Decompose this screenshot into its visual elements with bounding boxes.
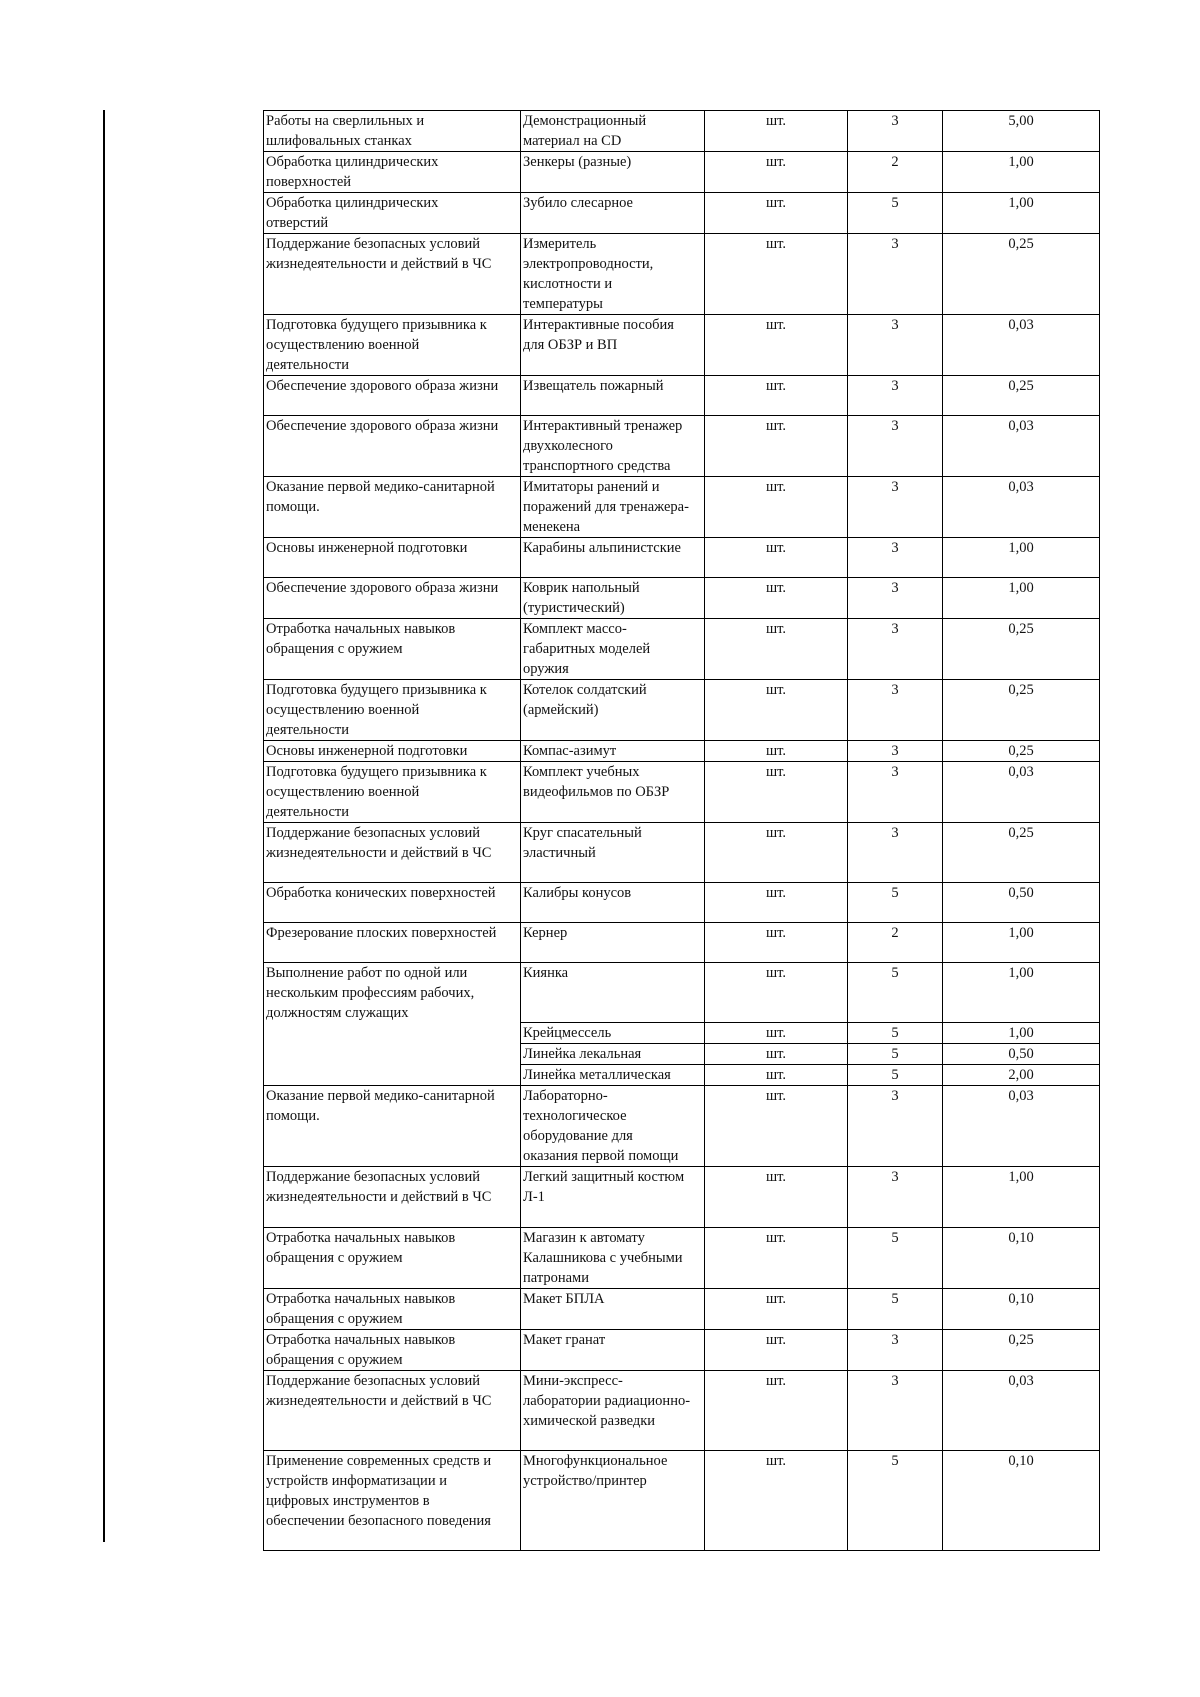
quantity-cell: 3 [848, 538, 943, 578]
item-cell: Карабины альпинистские [521, 538, 705, 578]
rate-cell: 0,25 [943, 823, 1100, 883]
unit-cell: шт. [705, 680, 848, 741]
table-row [264, 578, 1100, 619]
item-cell: Магазин к автомату Калашникова с учебными патронами [521, 1228, 705, 1289]
table-row [264, 741, 1100, 762]
quantity-cell: 3 [848, 111, 943, 152]
rate-cell: 0,10 [943, 1228, 1100, 1289]
quantity-cell: 5 [848, 193, 943, 234]
topic-cell: Поддержание безопасных условий жизнедеятельности и действий в ЧС [264, 1167, 521, 1228]
topic-cell: Оказание первой медико-санитарной помощи. [264, 1086, 521, 1167]
item-cell: Коврик напольный (туристический) [521, 578, 705, 619]
quantity-cell: 5 [848, 1023, 943, 1044]
topic-cell: Подготовка будущего призывника к осуществлению военной деятельности [264, 315, 521, 376]
equipment-table [263, 110, 1100, 1551]
unit-cell: шт. [705, 762, 848, 823]
quantity-cell: 3 [848, 1086, 943, 1167]
table-row [264, 1167, 1100, 1228]
unit-cell: шт. [705, 1065, 848, 1086]
unit-cell: шт. [705, 578, 848, 619]
topic-cell: Отработка начальных навыков обращения с оружием [264, 1228, 521, 1289]
rate-cell: 5,00 [943, 111, 1100, 152]
quantity-cell: 5 [848, 1289, 943, 1330]
item-cell: Извещатель пожарный [521, 376, 705, 416]
rate-cell: 1,00 [943, 578, 1100, 619]
rate-cell: 0,25 [943, 376, 1100, 416]
unit-cell: шт. [705, 1451, 848, 1551]
topic-cell: Работы на сверлильных и шлифовальных станках [264, 111, 521, 152]
unit-cell: шт. [705, 234, 848, 315]
topic-cell: Поддержание безопасных условий жизнедеятельности и действий в ЧС [264, 234, 521, 315]
rate-cell: 0,25 [943, 619, 1100, 680]
topic-cell: Оказание первой медико-санитарной помощи. [264, 477, 521, 538]
topic-cell: Основы инженерной подготовки [264, 538, 521, 578]
unit-cell: шт. [705, 823, 848, 883]
unit-cell: шт. [705, 1289, 848, 1330]
unit-cell: шт. [705, 1167, 848, 1228]
item-cell: Линейка лекальная [521, 1044, 705, 1065]
item-cell: Интерактивный тренажер двухколесного транспортного средства [521, 416, 705, 477]
item-cell: Имитаторы ранений и поражений для тренажера- менекена [521, 477, 705, 538]
table-row [264, 1330, 1100, 1371]
item-cell: Круг спасательный эластичный [521, 823, 705, 883]
quantity-cell: 2 [848, 923, 943, 963]
unit-cell: шт. [705, 538, 848, 578]
item-cell: Компас-азимут [521, 741, 705, 762]
table-row [264, 1228, 1100, 1289]
rate-cell: 1,00 [943, 1023, 1100, 1044]
topic-cell: Поддержание безопасных условий жизнедеятельности и действий в ЧС [264, 823, 521, 883]
quantity-cell: 3 [848, 1371, 943, 1451]
quantity-cell: 5 [848, 1228, 943, 1289]
table-row [264, 152, 1100, 193]
table-row [264, 1086, 1100, 1167]
quantity-cell: 3 [848, 376, 943, 416]
table-row [264, 315, 1100, 376]
table-row [264, 1371, 1100, 1451]
quantity-cell: 3 [848, 1167, 943, 1228]
table-row [264, 234, 1100, 315]
topic-cell: Обеспечение здорового образа жизни [264, 416, 521, 477]
rate-cell: 0,25 [943, 680, 1100, 741]
unit-cell: шт. [705, 1228, 848, 1289]
item-cell: Котелок солдатский (армейский) [521, 680, 705, 741]
rate-cell: 1,00 [943, 193, 1100, 234]
item-cell: Измеритель электропроводности, кислотности и температуры [521, 234, 705, 315]
quantity-cell: 3 [848, 741, 943, 762]
quantity-cell: 5 [848, 1451, 943, 1551]
quantity-cell: 3 [848, 1330, 943, 1371]
rate-cell: 0,50 [943, 883, 1100, 923]
quantity-cell: 3 [848, 315, 943, 376]
topic-cell: Выполнение работ по одной или нескольким профессиям рабочих, должностям служащих [264, 963, 521, 1086]
topic-cell: Отработка начальных навыков обращения с оружием [264, 619, 521, 680]
unit-cell: шт. [705, 1086, 848, 1167]
item-cell: Интерактивные пособия для ОБЗР и ВП [521, 315, 705, 376]
quantity-cell: 3 [848, 416, 943, 477]
item-cell: Комплект массо- габаритных моделей оружия [521, 619, 705, 680]
rate-cell: 0,25 [943, 741, 1100, 762]
quantity-cell: 3 [848, 578, 943, 619]
quantity-cell: 2 [848, 152, 943, 193]
table-row [264, 111, 1100, 152]
rate-cell: 0,25 [943, 1330, 1100, 1371]
topic-cell: Основы инженерной подготовки [264, 741, 521, 762]
quantity-cell: 3 [848, 619, 943, 680]
rate-cell: 0,03 [943, 315, 1100, 376]
item-cell: Киянка [521, 963, 705, 1023]
item-cell: Демонстрационный материал на CD [521, 111, 705, 152]
quantity-cell: 5 [848, 1065, 943, 1086]
unit-cell: шт. [705, 111, 848, 152]
unit-cell: шт. [705, 477, 848, 538]
item-cell: Макет БПЛА [521, 1289, 705, 1330]
unit-cell: шт. [705, 193, 848, 234]
topic-cell: Обеспечение здорового образа жизни [264, 578, 521, 619]
table-row [264, 376, 1100, 416]
rate-cell: 1,00 [943, 538, 1100, 578]
table-row [264, 1451, 1100, 1551]
item-cell: Комплект учебных видеофильмов по ОБЗР [521, 762, 705, 823]
topic-cell: Подготовка будущего призывника к осуществлению военной деятельности [264, 680, 521, 741]
rate-cell: 0,50 [943, 1044, 1100, 1065]
quantity-cell: 3 [848, 234, 943, 315]
quantity-cell: 5 [848, 963, 943, 1023]
topic-cell: Обеспечение здорового образа жизни [264, 376, 521, 416]
unit-cell: шт. [705, 376, 848, 416]
table-row [264, 1289, 1100, 1330]
item-cell: Многофункциональное устройство/принтер [521, 1451, 705, 1551]
topic-cell: Применение современных средств и устройств информатизации и цифровых инструментов в обеспечении безопасного поведения [264, 1451, 521, 1551]
table-row [264, 680, 1100, 741]
unit-cell: шт. [705, 923, 848, 963]
quantity-cell: 3 [848, 680, 943, 741]
rate-cell: 0,10 [943, 1451, 1100, 1551]
topic-cell: Отработка начальных навыков обращения с оружием [264, 1330, 521, 1371]
table-row [264, 538, 1100, 578]
table-row [264, 477, 1100, 538]
topic-cell: Обработка конических поверхностей [264, 883, 521, 923]
table-row [264, 823, 1100, 883]
unit-cell: шт. [705, 1023, 848, 1044]
topic-cell: Обработка цилиндрических отверстий [264, 193, 521, 234]
quantity-cell: 3 [848, 762, 943, 823]
topic-cell: Поддержание безопасных условий жизнедеятельности и действий в ЧС [264, 1371, 521, 1451]
rate-cell: 1,00 [943, 963, 1100, 1023]
item-cell: Лабораторно- технологическое оборудование для оказания первой помощи [521, 1086, 705, 1167]
rate-cell: 0,03 [943, 1371, 1100, 1451]
topic-cell: Обработка цилиндрических поверхностей [264, 152, 521, 193]
quantity-cell: 5 [848, 1044, 943, 1065]
table-row [264, 963, 1100, 1023]
rate-cell: 1,00 [943, 923, 1100, 963]
topic-cell: Отработка начальных навыков обращения с оружием [264, 1289, 521, 1330]
rate-cell: 0,10 [943, 1289, 1100, 1330]
unit-cell: шт. [705, 416, 848, 477]
unit-cell: шт. [705, 963, 848, 1023]
item-cell: Зубило слесарное [521, 193, 705, 234]
rate-cell: 1,00 [943, 1167, 1100, 1228]
unit-cell: шт. [705, 315, 848, 376]
table-row [264, 619, 1100, 680]
item-cell: Кернер [521, 923, 705, 963]
rate-cell: 0,25 [943, 234, 1100, 315]
item-cell: Линейка металлическая [521, 1065, 705, 1086]
unit-cell: шт. [705, 152, 848, 193]
unit-cell: шт. [705, 1330, 848, 1371]
left-margin-rule [103, 110, 105, 1542]
table-row [264, 193, 1100, 234]
unit-cell: шт. [705, 741, 848, 762]
unit-cell: шт. [705, 883, 848, 923]
item-cell: Калибры конусов [521, 883, 705, 923]
quantity-cell: 5 [848, 883, 943, 923]
table-row [264, 416, 1100, 477]
rate-cell: 0,03 [943, 762, 1100, 823]
quantity-cell: 3 [848, 823, 943, 883]
item-cell: Мини-экспресс- лаборатории радиационно- химической разведки [521, 1371, 705, 1451]
quantity-cell: 3 [848, 477, 943, 538]
unit-cell: шт. [705, 1044, 848, 1065]
item-cell: Макет гранат [521, 1330, 705, 1371]
topic-cell: Подготовка будущего призывника к осуществлению военной деятельности [264, 762, 521, 823]
table-row [264, 762, 1100, 823]
unit-cell: шт. [705, 1371, 848, 1451]
table-row [264, 923, 1100, 963]
item-cell: Легкий защитный костюм Л-1 [521, 1167, 705, 1228]
item-cell: Крейцмессель [521, 1023, 705, 1044]
rate-cell: 0,03 [943, 416, 1100, 477]
table-row [264, 883, 1100, 923]
item-cell: Зенкеры (разные) [521, 152, 705, 193]
topic-cell: Фрезерование плоских поверхностей [264, 923, 521, 963]
rate-cell: 0,03 [943, 1086, 1100, 1167]
rate-cell: 2,00 [943, 1065, 1100, 1086]
rate-cell: 0,03 [943, 477, 1100, 538]
rate-cell: 1,00 [943, 152, 1100, 193]
unit-cell: шт. [705, 619, 848, 680]
